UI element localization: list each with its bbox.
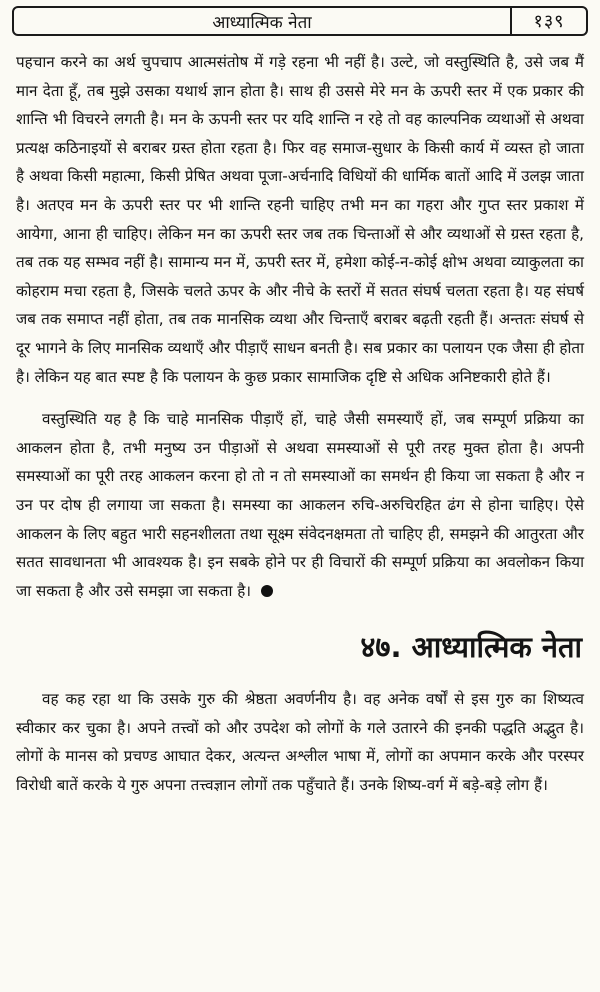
section-end-bullet-icon — [261, 585, 273, 597]
paragraph-1: पहचान करने का अर्थ चुपचाप आत्मसंतोष में गड़े रहना भी नहीं है। उल्टे, जो वस्तुस्थिति है, उसे जब मैं मान देता हूँ, तब मुझे उसका यथार्थ ज्ञान होता है। साथ ही उससे मेरे मन के ऊपरी स्तर में एक प्रकार की शान्ति भी विचरने लगती है। मन के ऊपनी स्तर पर यदि शान्ति न रहे तो वह काल्पनिक व्यथाओं से अथवा प्रत्यक्ष कठिनाइयों से बराबर ग्रस्त होता रहता है। फिर वह समाज-सुधार के किसी कार्य में व्यस्त हो जाता है अथवा किसी महात्मा, किसी प्रेषित अथवा पूजा-अर्चनादि विधियों की धार्मिक बातों आदि में उलझ जाता है। अतएव मन के ऊपरी स्तर पर भी शान्ति रहनी चाहिए तभी मन का गहरा और गुप्त स्तर प्रकाश में आयेगा, आना ही चाहिए। लेकिन मन का ऊपरी स्तर जब तक चिन्ताओं से और व्यथाओं से ग्रस्त रहता है, तब तक यह सम्भव नहीं है। सामान्य मन में, ऊपरी स्तर में, हमेशा कोई-न-कोई क्षोभ अथवा व्याकुलता का कोहराम मचा रहता है, जिसके चलते ऊपर के और नीचे के स्तरों में सतत संघर्ष चलता रहता है। यह संघर्ष जब तक समाप्त नहीं होता, तब तक मानसिक व्यथा और चिन्ताएँ बराबर बढ़ती रहती हैं। अन्ततः संघर्ष से दूर भागने के लिए मानसिक व्यथाएँ और पीड़ाएँ साधन बनती है। सब प्रकार का पलायन एक जैसा ही होता है। लेकिन यह बात स्पष्ट है कि पलायन के कुछ प्रकार सामाजिक दृष्टि से अधिक अनिष्टकारी होते हैं। — [16, 53, 584, 386]
paragraph-2 — [16, 405, 584, 605]
page-number: १३९ — [510, 8, 586, 34]
chapter-heading: ४७. आध्यात्मिक नेता — [360, 630, 582, 665]
running-header — [12, 6, 588, 36]
running-title: आध्यात्मिक नेता — [212, 12, 312, 33]
paragraph-gap — [16, 391, 584, 405]
body-text — [16, 48, 584, 800]
paragraph-2-text: वस्तुस्थिति यह है कि चाहे मानसिक पीड़ाएँ हों, चाहे जैसी समस्याएँ हों, जब सम्पूर्ण प्रक्रिया का आकलन होता है, तभी मनुष्य उन पीड़ाओं से अथवा समस्याओं से पूरी तरह मुक्त होता है। अपनी समस्याओं का पूरी तरह आकलन करना हो तो न तो समस्याओं का समर्थन ही किया जा सकता है और न उन पर दोष ही लगाया जा सकता है। समस्या का आकलन रुचि-अरुचिरहित ढंग से होना चाहिए। ऐसे आकलन के लिए बहुत भारी सहनशीलता तथा सूक्ष्म संवेदनक्षमता तो चाहिए ही, समझने की आतुरता और सतत सावधानता भी आवश्यक है। इन सबके होने पर ही विचारों की सम्पूर्ण प्रक्रिया का अवलोकन किया जा सकता है और उसे समझा जा सकता है। — [16, 410, 584, 600]
chapter-opening-paragraph: वह कह रहा था कि उसके गुरु की श्रेष्ठता अवर्णनीय है। वह अनेक वर्षों से इस गुरु का शिष्यत्व स्वीकार कर चुका है। अपने तत्त्वों को और उपदेश को लोगों के गले उतारने की इनकी पद्धति अद्भुत है। लोगों के मानस को प्रचण्ड आघात देकर, अत्यन्त अश्लील भाषा में, लोगों का अपमान करके और परस्पर विरोधी बातें करके ये गुरु अपना तत्त्वज्ञान लोगों तक पहुँचाते हैं। उनके शिष्य-वर्ग में बड़े-बड़े लोग हैं। — [16, 690, 584, 795]
